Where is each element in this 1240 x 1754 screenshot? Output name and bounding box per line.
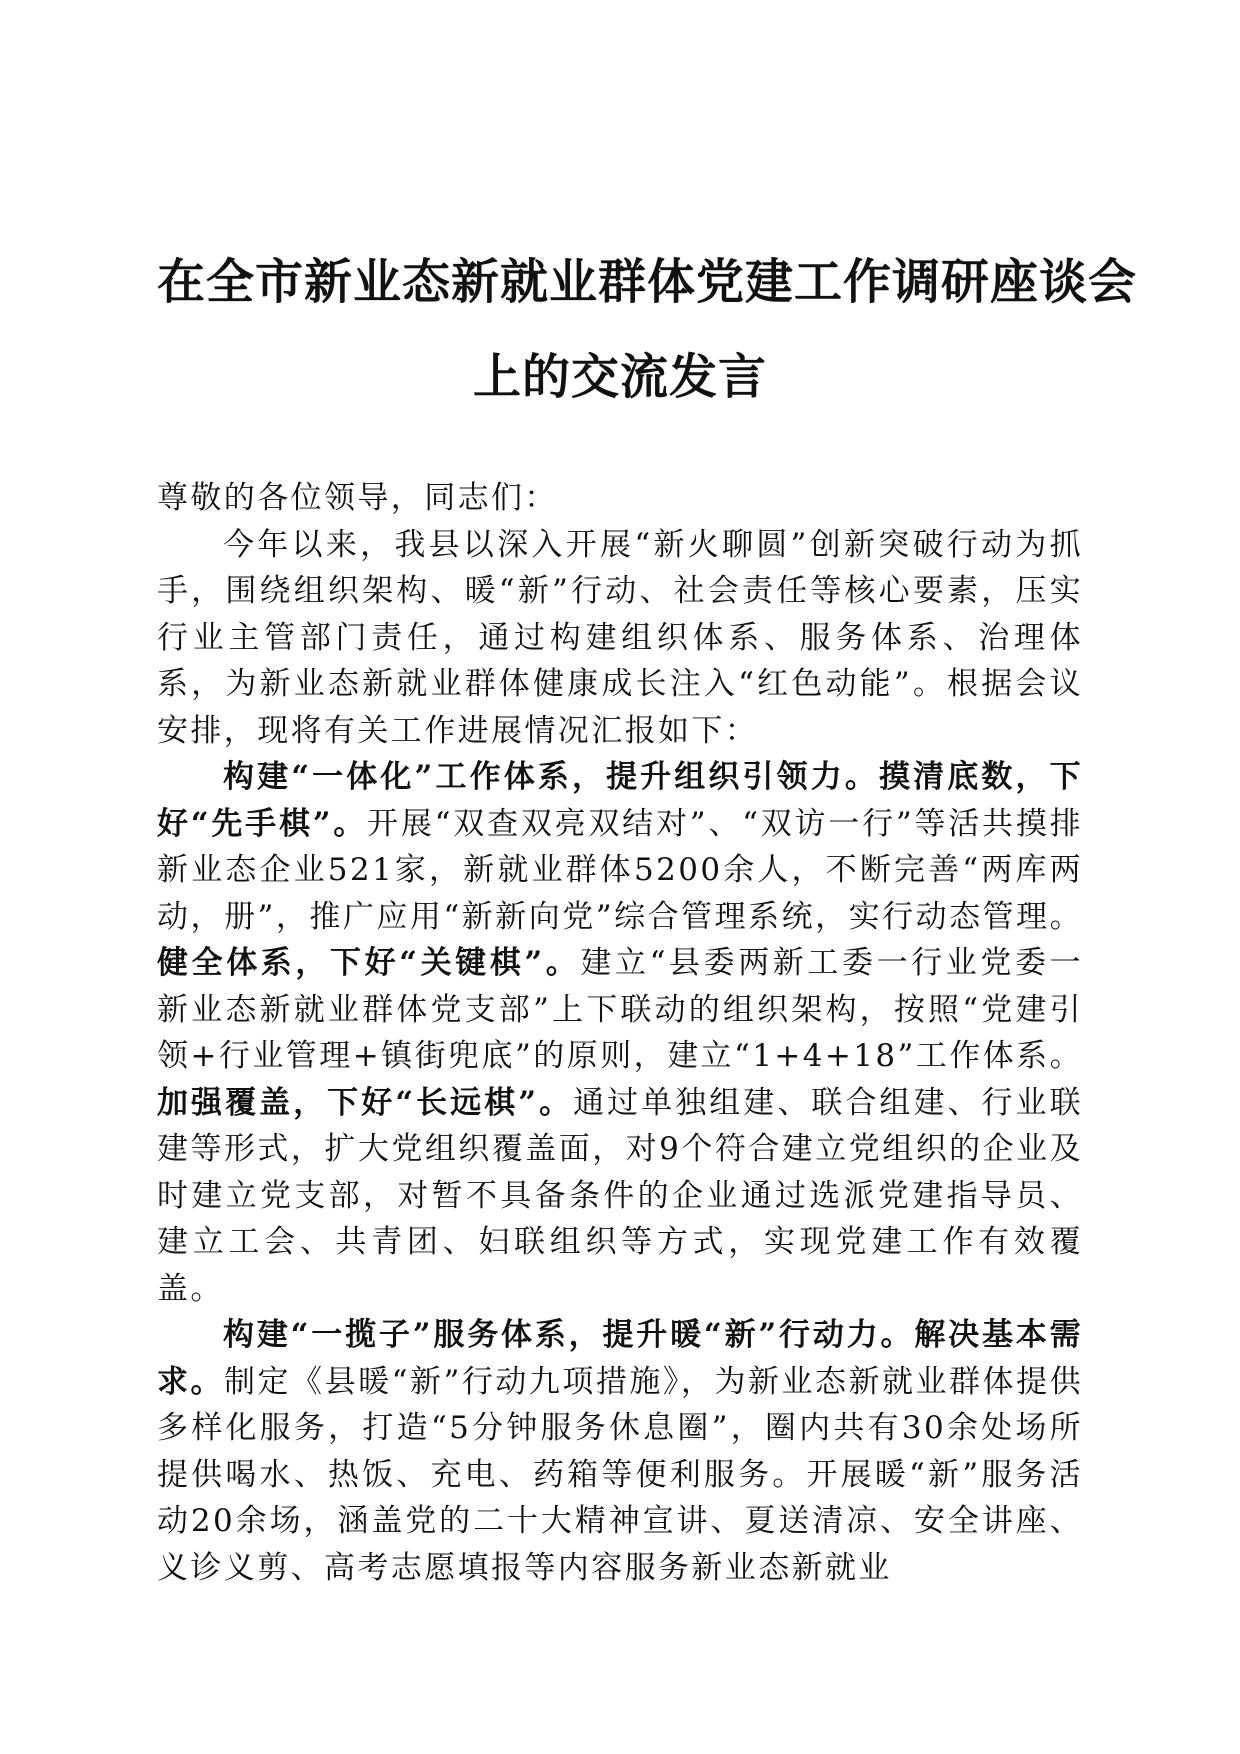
section-1-sub1-title: 摸清底数，下好“先手棋”。: [157, 759, 1083, 842]
section-1-sub2-title: 健全体系，下好“关键棋”。: [157, 945, 581, 981]
section-1-sub2-text: 建立“县委两新工委一行业党委一新业态新就业群体党支部”上下联动的组织架构，按照“党建引领+行业管理+镇街兜底”的原则，建立“1+4+18”工作体系。: [157, 945, 1083, 1074]
section-2-sub1-text: 制定《县暖“新”行动九项措施》，为新业态新就业群体提供多样化服务，打造“5分钟服务休息圈”，圈内共有30余处场所提供喝水、热饭、充电、药箱等便利服务。开展暖“新”服务活动20余场，涵盖党的二十大精神宣讲、夏送清凉、安全讲座、义诊义剪、高考志愿填报等内容服务新业态新就业: [157, 1363, 1083, 1586]
section-2-paragraph: [157, 1312, 1083, 1591]
section-2-heading: 构建“一揽子”服务体系，提升暖“新”行动力。: [223, 1317, 915, 1353]
section-2-sub1-title: 解决基本需求。: [157, 1317, 1084, 1400]
intro-paragraph: 今年以来，我县以深入开展“新火聊圆”创新突破行动为抓手，围绕组织架构、暖“新”行动、社会责任等核心要素，压实行业主管部门责任，通过构建组织体系、服务体系、治理体系，为新业态新就业群体健康成长注入“红色动能”。根据会议安排，现将有关工作进展情况汇报如下：: [157, 526, 1083, 749]
salutation: 尊敬的各位领导，同志们：: [157, 480, 558, 516]
section-1-sub3-title: 加强覆盖，下好“长远棋”。: [157, 1084, 574, 1121]
document-title-line-2: 上的交流发言: [472, 349, 767, 405]
section-1-sub1-text: 开展“双查双亮双结对”、“双访一行”等活共摸排新业态企业521家，新就业群体5200余人，不断完善“两库两动，册”，推广应用“新新向党”综合管理系统，实行动态管理。: [157, 805, 1083, 935]
document-page: [157, 0, 1138, 1754]
section-1-sub3-text: 通过单独组建、联合组建、行业联建等形式，扩大党组织覆盖面，对9个符合建立党组织的企业及时建立党支部，对暂不具备条件的企业通过选派党建指导员、建立工会、共青团、妇联组织等方式，实现党建工作有效覆盖。: [157, 1084, 1083, 1307]
document-title-line-1: 在全市新业态新就业群体党建工作调研座谈会: [157, 254, 1138, 310]
document-body: [157, 475, 1083, 1591]
section-1-heading: 构建“一体化”工作体系，提升组织引领力。: [223, 759, 879, 795]
section-1-paragraph: [157, 754, 1083, 1312]
